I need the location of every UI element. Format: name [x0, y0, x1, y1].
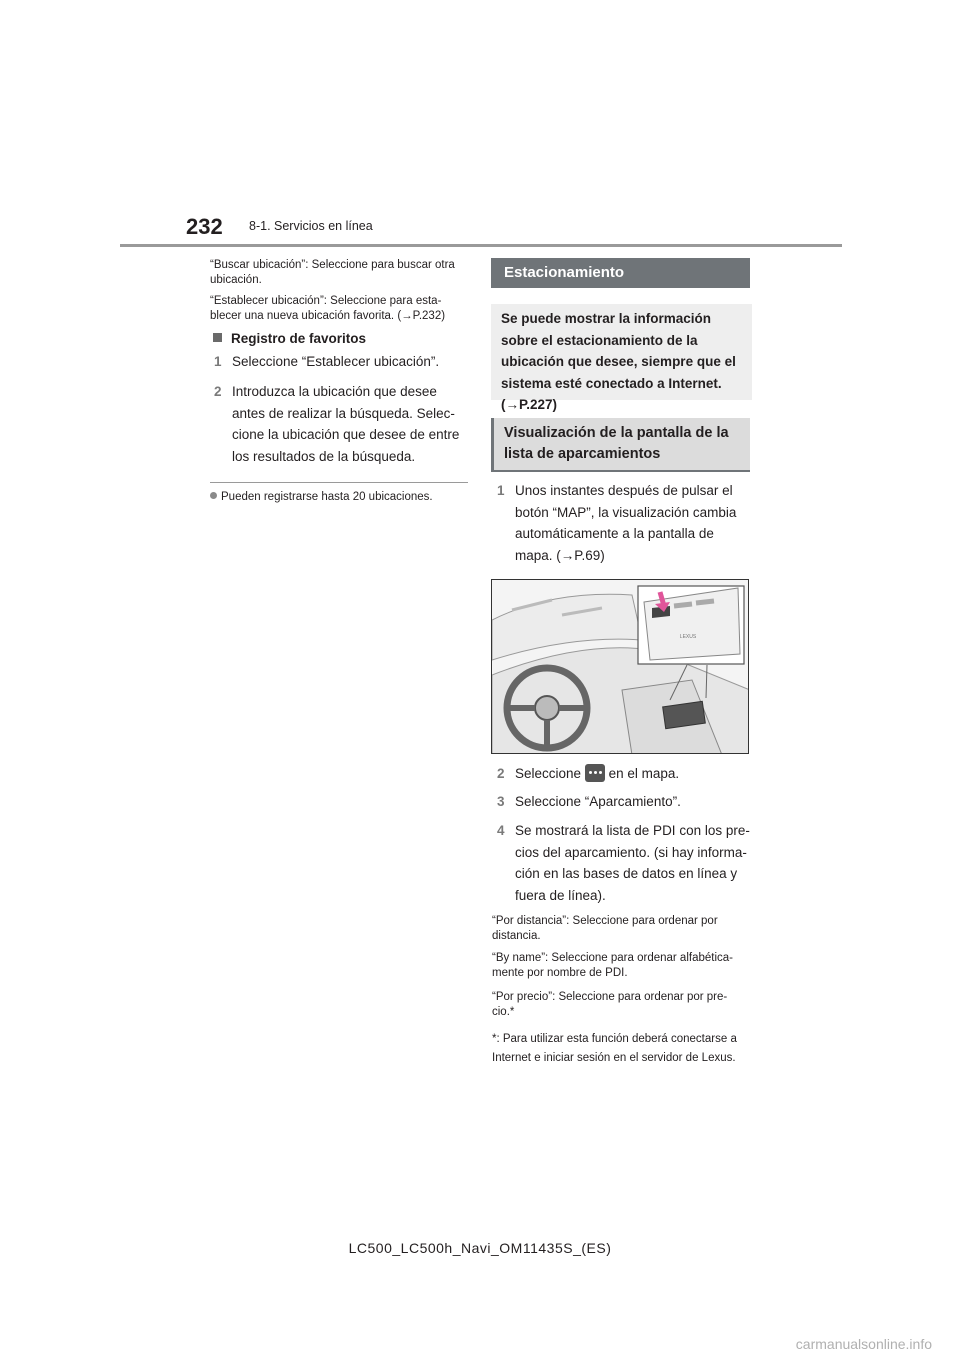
heading-estacionamiento: Estacionamiento: [491, 258, 750, 288]
subheading-lista: Visualización de la pantalla de la lista de aparcamientos: [491, 418, 750, 472]
square-bullet-icon: [213, 333, 222, 342]
note-rule: [210, 482, 468, 483]
right-step-3: 3 Seleccione “Aparcamiento”.: [497, 794, 681, 809]
subhead-favoritos: Registro de favoritos: [213, 331, 366, 346]
right-step-4: 4 Se mostrará la lista de PDI con los pre-cios del aparcamiento. (si hay informa-ción en las bases de datos en línea y fuera de línea).: [497, 823, 750, 903]
right-step-1: 1 Unos instantes después de pulsar el botón “MAP”, la visualización cambia automáticamente a la pantalla de mapa. (→P.69): [497, 483, 737, 563]
dashboard-illustration: [491, 579, 749, 754]
intro-establecer: “Establecer ubicación”: Seleccione para esta-blecer una nueva ubicación favorita. (→P.232): [210, 295, 446, 322]
watermark: carmanualsonline.info: [795, 1336, 932, 1352]
left-step-1: 1 Seleccione “Establecer ubicación”.: [214, 354, 440, 369]
footnote: *: Para utilizar esta función deberá conectarse a Internet e iniciar sesión en el servidor de Lexus.: [492, 1033, 737, 1064]
intro-buscar: “Buscar ubicación”: Seleccione para buscar otra ubicación.: [210, 259, 455, 286]
option-precio: “Por precio”: Seleccione para ordenar por pre-cio.*: [492, 991, 728, 1018]
note-ubicaciones: Pueden registrarse hasta 20 ubicaciones.: [210, 490, 468, 505]
doc-code: LC500_LC500h_Navi_OM11435S_(ES): [348, 1240, 612, 1256]
section-title: 8-1. Servicios en línea: [249, 219, 373, 233]
left-step-2: 2 Introduzca la ubicación que desee antes de realizar la búsqueda. Selec-cione la ubicación que desee de entre los resultados de la búsqueda.: [214, 384, 460, 464]
right-step-2: 2 Seleccione en el mapa.: [497, 766, 680, 781]
option-nombre: “By name”: Seleccione para ordenar alfabética-mente por nombre de PDI.: [492, 952, 733, 979]
dashboard-drawing: [492, 580, 749, 754]
more-options-icon: [585, 764, 605, 782]
touchpad-logo: LEXUS: [679, 634, 697, 640]
option-distancia: “Por distancia”: Seleccione para ordenar por distancia.: [492, 915, 718, 942]
info-box: Se puede mostrar la información sobre el estacionamiento de la ubicación que desee, siempre que el sistema esté conectado a Internet. (→P.227): [491, 304, 752, 400]
header-rule: [120, 244, 842, 247]
page-number: 232: [186, 214, 223, 239]
bullet-icon: [210, 492, 217, 499]
